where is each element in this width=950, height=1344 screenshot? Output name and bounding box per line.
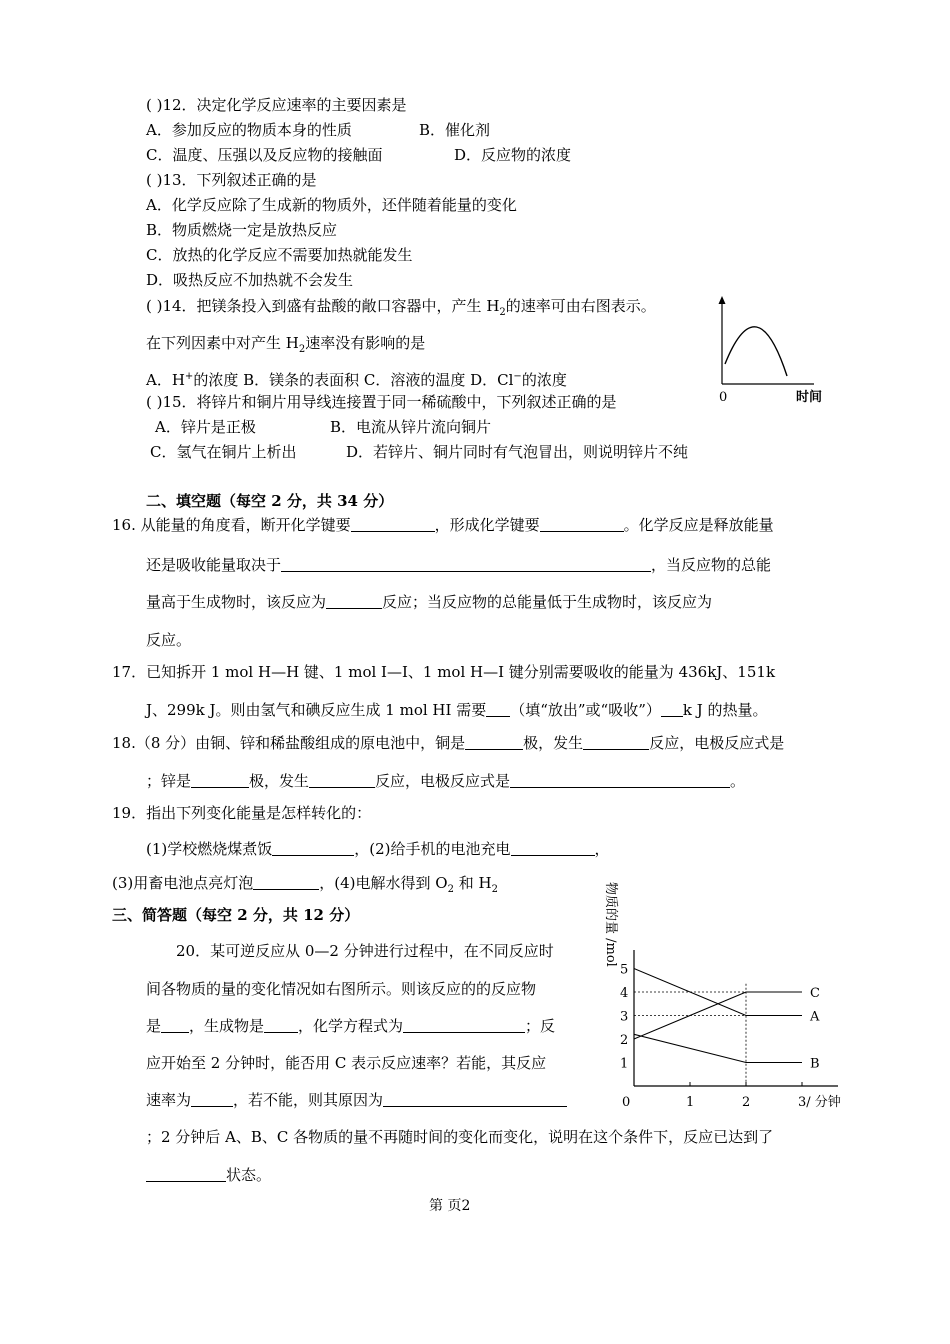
q17-blank-2[interactable] xyxy=(661,701,683,717)
q13-option-d: D．吸热反应不加热就不会发生 xyxy=(146,271,354,289)
chart-x-tick-label: 1 xyxy=(686,1095,695,1110)
section-3-title: 三、简答题（每空 2 分，共 12 分） xyxy=(112,906,360,924)
q20-blank-3[interactable] xyxy=(403,1017,525,1033)
q12-option-a: A．参加反应的物质本身的性质 xyxy=(146,121,352,139)
q15-option-c: C．氢气在铜片上析出 xyxy=(150,443,297,461)
graph-rate-curve xyxy=(725,327,787,376)
q19-blank-3[interactable] xyxy=(253,874,319,890)
q18-line1: 18.（8 分）由铜、锌和稀盐酸组成的原电池中，铜是 极，发生 反应，电极反应式是 xyxy=(112,734,785,752)
q17-blank-1[interactable] xyxy=(486,701,510,717)
q16-line3: 量高于生成物时，该反应为 反应；当反应物的总能量低于生成物时，该反应为 xyxy=(146,593,713,611)
q12-stem: ( )12．决定化学反应速率的主要因素是 xyxy=(146,96,407,114)
q19-blank-1[interactable] xyxy=(272,840,354,856)
q12-option-b: B．催化剂 xyxy=(419,121,491,139)
q19-line3: (3)用畜电池点亮灯泡 ，(4)电解水得到 $O_2$ 和 $H_2$ xyxy=(112,874,498,895)
q13-stem: ( )13．下列叙述正确的是 xyxy=(146,171,317,189)
q18-blank-2[interactable] xyxy=(583,734,649,750)
q17-line1: 17．已知拆开 1 mol H—H 键、1 mol I—I、1 mol H—I 键分别需要吸收的能量为 436kJ、151k xyxy=(112,663,776,681)
q18-blank-3[interactable] xyxy=(191,772,249,788)
q18-blank-1[interactable] xyxy=(465,734,523,750)
section-2-title: 二、填空题（每空 2 分，共 34 分） xyxy=(146,492,394,510)
q20-line5: 速率为 ，若不能，则其原因为 xyxy=(146,1090,567,1110)
q15-option-a: A．锌片是正极 xyxy=(155,418,256,436)
chart-x-axis-label: 3/ 分钟 xyxy=(798,1095,841,1110)
q20-line7: 状态。 xyxy=(146,1165,271,1185)
chart-y-tick-label: 5 xyxy=(620,962,629,978)
chart-x-tick-label: 0 xyxy=(622,1095,631,1110)
q15-option-d: D．若锌片、铜片同时有气泡冒出，则说明锌片不纯 xyxy=(346,443,689,461)
chart-series-label-c: C xyxy=(810,986,820,1001)
q16-line2: 还是吸收能量取决于 ，当反应物的总能 xyxy=(146,556,772,574)
q20-blank-6[interactable] xyxy=(146,1166,226,1182)
chart-x-tick-label: 2 xyxy=(742,1095,751,1110)
graph-y-arrow xyxy=(719,296,726,304)
chart-y-tick-label: 3 xyxy=(620,1009,629,1025)
q13-option-c: C．放热的化学反应不需要加热就能发生 xyxy=(146,246,413,264)
q16-blank-4[interactable] xyxy=(326,593,382,609)
q14-stem: ( )14．把镁条投入到盛有盐酸的敞口容器中，产生 $H_2$的速率可由右图表示。 xyxy=(146,297,656,318)
q18-blank-4[interactable] xyxy=(309,772,375,788)
q19-stem: 19．指出下列变化能量是怎样转化的： xyxy=(112,804,372,822)
rate-time-graph xyxy=(712,294,842,406)
q15-stem: ( )15．将锌片和铜片用导线连接置于同一稀硫酸中，下列叙述正确的是 xyxy=(146,393,617,411)
chart-series-label-b: B xyxy=(810,1056,820,1072)
q16-blank-2[interactable] xyxy=(540,516,624,532)
q13-option-b: B．物质燃烧一定是放热反应 xyxy=(146,221,338,239)
q18-line2: ；锌是 极，发生 反应，电极反应式是 。 xyxy=(146,772,746,790)
q20-blank-5[interactable] xyxy=(383,1091,567,1107)
q16-blank-3[interactable] xyxy=(281,556,651,572)
graph-x-label: 时间 xyxy=(796,390,823,405)
q20-line2: 间各物质的量的变化情况如右图所示。则该反应的的反应物 xyxy=(146,980,537,998)
chart-y-tick-label: 1 xyxy=(620,1056,629,1072)
q20-blank-2[interactable] xyxy=(264,1017,298,1033)
q15-option-b: B．电流从锌片流向铜片 xyxy=(330,418,492,436)
chart-series-label-a: A xyxy=(810,1009,820,1025)
q20-blank-1[interactable] xyxy=(161,1017,189,1033)
q20-blank-4[interactable] xyxy=(191,1091,233,1107)
chart-series-b xyxy=(634,1034,802,1062)
q20-line6: ；2 分钟后 A、B、C 各物质的量不再随时间的变化而变化，说明在这个条件下，反应已达到了 xyxy=(146,1128,774,1146)
q12-option-c: C．温度、压强以及反应物的接触面 xyxy=(146,146,383,164)
page-footer: 第 页2 xyxy=(429,1198,471,1214)
q20-line4: 应开始至 2 分钟时，能否用 C 表示反应速率？若能，其反应 xyxy=(146,1054,547,1072)
q20-line1: 20．某可逆反应从 0—2 分钟进行过程中，在不同反应时 xyxy=(176,942,554,960)
q16-line4: 反应。 xyxy=(146,631,192,649)
q18-blank-5[interactable] xyxy=(510,772,730,788)
graph-origin-label: 0 xyxy=(719,390,728,405)
chart-y-label: 物质的量 /mol xyxy=(603,882,618,967)
q19-line2: (1)学校燃烧煤煮饭 ，(2)给手机的电池充电 ， xyxy=(146,840,610,858)
q16-blank-1[interactable] xyxy=(351,516,435,532)
q20-line3: 是 ，生成物是 ，化学方程式为 ；反 xyxy=(146,1017,556,1035)
amount-time-chart xyxy=(592,878,848,1110)
q13-option-a: A．化学反应除了生成新的物质外，还伴随着能量的变化 xyxy=(146,196,517,214)
chart-y-tick-label: 2 xyxy=(620,1033,629,1048)
q19-blank-2[interactable] xyxy=(511,840,595,856)
q17-line2: J、299k J。则由氢气和碘反应生成 1 mol HI 需要 （填“放出”或“吸收”） k J 的热量。 xyxy=(146,701,768,719)
q16-line1: 16. 从能量的角度看，断开化学键要 ，形成化学键要 。化学反应是释放能量 xyxy=(112,516,774,534)
q14-line2: 在下列因素中对产生 $H_2$速率没有影响的是 xyxy=(146,334,426,355)
q12-option-d: D．反应物的浓度 xyxy=(454,146,572,164)
chart-y-tick-label: 4 xyxy=(620,986,629,1001)
q14-options: A．H+的浓度 B．镁条的表面积 C．溶液的温度 D．Cl−的浓度 xyxy=(146,371,567,389)
